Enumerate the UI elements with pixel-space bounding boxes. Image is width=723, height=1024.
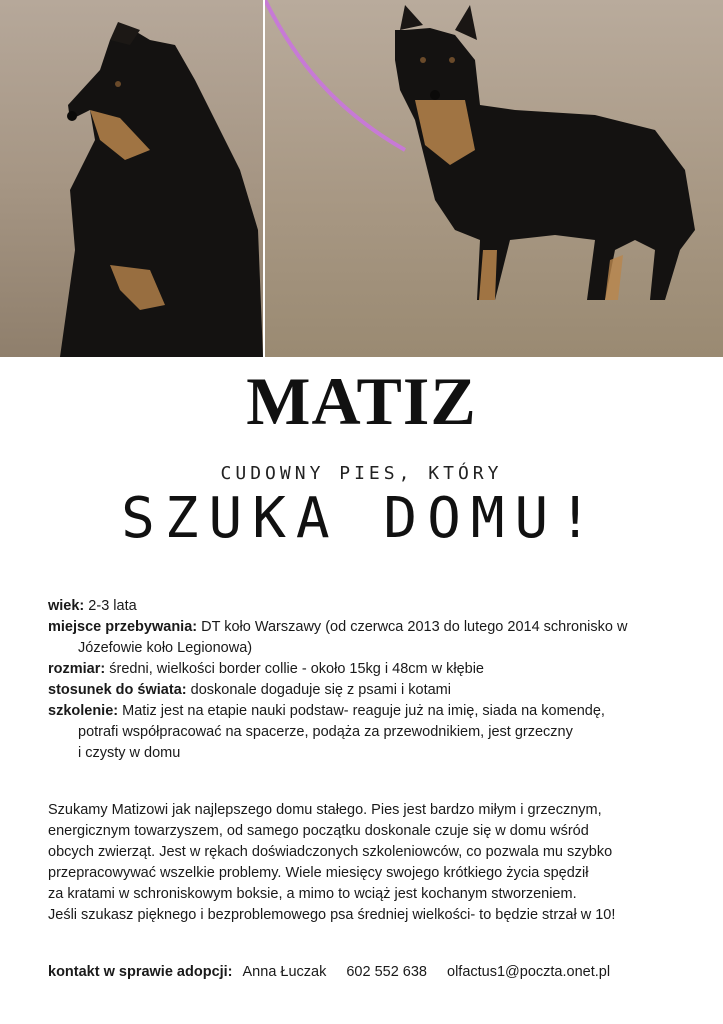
story-line: energicznym towarzyszem, od samego początku doskonale czuje się w domu wśród — [48, 823, 589, 839]
training-value-cont-1: potrafi współpracować na spacerze, podąża za przewodnikiem, jest grzeczny — [78, 724, 573, 740]
story-line: Jeśli szukasz pięknego i bezproblemowego psa średniej wielkości- to będzie strzał w 10! — [48, 907, 616, 923]
size-value: średni, wielkości border collie - około 15kg i 48cm w kłębie — [109, 661, 484, 677]
location-label: miejsce przebywania: — [48, 619, 198, 635]
subtitle: CUDOWNY PIES, KTÓRY — [220, 463, 503, 484]
story-line: obcych zwierząt. Jest w rękach doświadczonych szkoleniowców, co pozwala mu szybko — [48, 844, 613, 860]
story-line: przepracowywać wszelkie problemy. Wiele miesięcy swojego krótkiego życia spędził — [48, 865, 589, 881]
contact-name: Anna Łuczak — [242, 964, 327, 980]
contact-phone: 602 552 638 — [346, 964, 427, 980]
dog-name-title: MATIZ — [246, 363, 477, 439]
story-line: za kratami w schroniskowym boksie, a mimo to wciąż jest kochanym stworzeniem. — [48, 886, 577, 902]
location-row-cont — [48, 638, 698, 659]
attitude-value: doskonale dogaduje się z psami i kotami — [190, 682, 451, 698]
age-row — [48, 596, 698, 617]
size-row — [48, 659, 698, 680]
dog-profile-image — [0, 0, 263, 357]
location-value: DT koło Warszawy (od czerwca 2013 do lutego 2014 schronisko w — [201, 619, 628, 635]
training-row — [48, 701, 698, 722]
attitude-label: stosunek do świata: — [48, 682, 187, 698]
contact-line — [48, 964, 708, 980]
contact-label: kontakt w sprawie adopcji: — [48, 964, 233, 980]
age-value: 2-3 lata — [88, 598, 137, 614]
contact-email[interactable]: olfactus1@poczta.onet.pl — [447, 964, 611, 980]
location-value-cont: Józefowie koło Legionowa) — [78, 640, 253, 656]
dog-profile-photo — [0, 0, 263, 357]
training-value: Matiz jest na etapie nauki podstaw- reaguje już na imię, siada na komendę, — [122, 703, 605, 719]
attitude-row — [48, 680, 698, 701]
dog-details — [48, 596, 698, 764]
photo-strip — [0, 0, 723, 357]
dog-standing-photo — [265, 0, 723, 357]
training-row-cont-2 — [48, 743, 698, 764]
story-line: Szukamy Matizowi jak najlepszego domu stałego. Pies jest bardzo miłym i grzecznym, — [48, 802, 602, 818]
story-paragraph — [48, 800, 708, 926]
training-value-cont-2: i czysty w domu — [78, 745, 181, 761]
headline: SZUKA DOMU! — [121, 486, 602, 551]
dog-standing-image — [265, 0, 723, 357]
age-label: wiek: — [48, 598, 85, 614]
size-label: rozmiar: — [48, 661, 106, 677]
training-row-cont-1 — [48, 722, 698, 743]
location-row — [48, 617, 698, 638]
training-label: szkolenie: — [48, 703, 119, 719]
